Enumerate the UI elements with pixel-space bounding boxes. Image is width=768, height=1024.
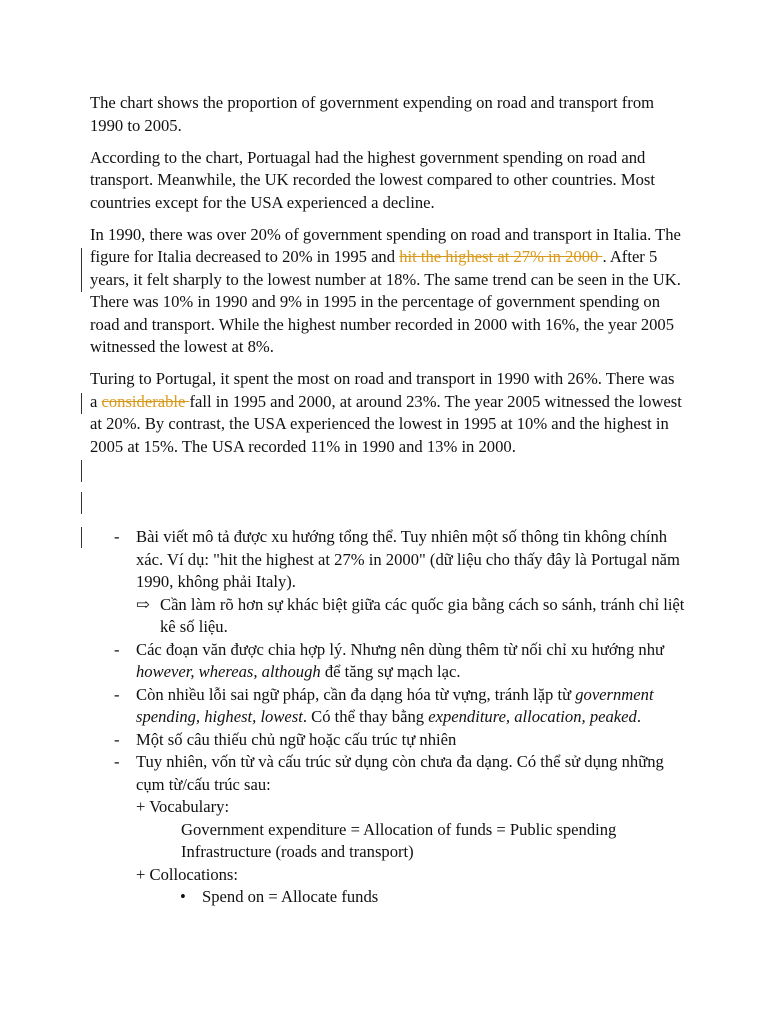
essay-paragraph-4[interactable]: Turing to Portugal, it spent the most on road and transport in 1990 with 26%. There was a considerable fall in 1995 and 2000, at around 23%. The year 2005 witnessed the lowest at 20%. By contrast, the USA experienced the lowest in 1995 at 10% and the highest in 2005 at 15%. The USA recorded 11% in 1990 and 13% in 2000. <box>90 369 682 456</box>
change-bar <box>81 248 82 292</box>
tracked-deletion[interactable]: considerable <box>101 391 190 411</box>
dash-bullet: - <box>114 527 120 546</box>
dash-bullet: - <box>114 729 120 749</box>
feedback-list <box>90 526 690 909</box>
dash-bullet: - <box>114 684 120 704</box>
essay-paragraph-3[interactable]: In 1990, there was over 20% of government spending on road and transport in Italia. The figure for Italia decreased to 20% in 1995 and hit the highest at 27% in 2000 . After 5 years, it felt sharply to the lowest number at 18%. The same trend can be seen in the UK. There was 10% in 1990 and 9% in 1995 in the percentage of government spending on road and transport. While the highest number recorded in 2000 with 16%, the year 2005 witnessed the lowest at 8%. <box>90 224 681 356</box>
essay-paragraph-2[interactable]: According to the chart, Portuagal had the highest government spending on road and transport. Meanwhile, the UK recorded the lowest compared to other countries. Most countries except for the USA experienced a decline. <box>90 147 655 212</box>
bullet-dot: • <box>180 887 186 906</box>
vocabulary-line: Government expenditure = Allocation of funds = Public spending <box>181 819 617 839</box>
dash-bullet: - <box>114 752 120 771</box>
change-bar <box>81 393 82 414</box>
dash-bullet: - <box>114 639 120 659</box>
list-item[interactable]: - Còn nhiều lỗi sai ngữ pháp, cần đa dạng hóa từ vựng, tránh lặp từ government spending, highest, lowest. Có thể thay bằng expenditure, allocation, peaked. <box>114 684 654 726</box>
essay-body <box>90 92 685 468</box>
list-item[interactable]: - Bài viết mô tả được xu hướng tổng thể. Tuy nhiên một số thông tin không chính xác. Ví dụ: "hit the highest at 27% in 2000" (dữ liệu cho thấy đây là Portugal năm 1990, không phải Italy). <box>114 527 680 591</box>
vocabulary-line: Infrastructure (roads and transport) <box>181 842 414 861</box>
vocabulary-label: + Vocabulary: <box>136 797 230 816</box>
change-bar <box>81 527 82 548</box>
change-bar <box>81 460 82 482</box>
list-subitem[interactable]: ⇨ Cần làm rõ hơn sự khác biệt giữa các quốc gia bằng cách so sánh, tránh chỉ liệt kê số liệu. <box>136 594 685 636</box>
list-item[interactable]: • Spend on = Allocate funds <box>90 886 690 909</box>
change-bar <box>81 492 82 514</box>
essay-paragraph-1[interactable]: The chart shows the proportion of government expending on road and transport from 1990 to 2005. <box>90 93 655 135</box>
tracked-deletion[interactable]: hit the highest at 27% in 2000 <box>399 247 603 266</box>
list-item[interactable]: - Một số câu thiếu chủ ngữ hoặc cấu trúc tự nhiên <box>90 729 690 752</box>
list-item[interactable]: - Tuy nhiên, vốn từ và cấu trúc sử dụng còn chưa đa dạng. Có thể sử dụng những cụm từ/cấu trúc sau: <box>114 752 664 794</box>
arrow-right-icon: ⇨ <box>136 594 150 614</box>
list-item[interactable]: - Các đoạn văn được chia hợp lý. Nhưng nên dùng thêm từ nối chỉ xu hướng như however, whereas, although để tăng sự mạch lạc. <box>114 639 664 681</box>
collocations-label: + Collocations: <box>136 864 239 884</box>
